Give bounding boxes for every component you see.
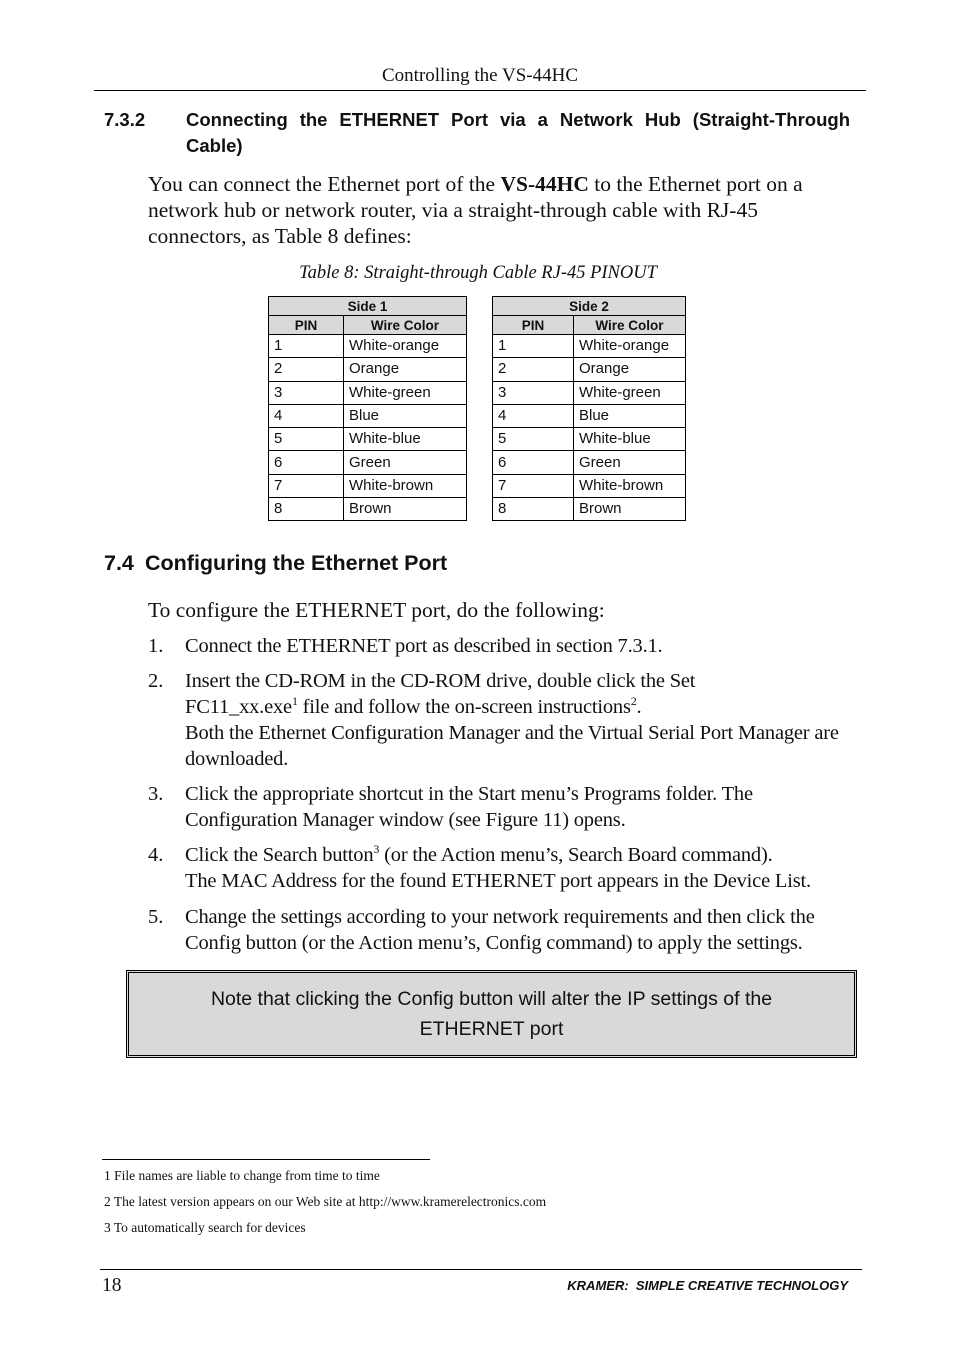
- step-line: [185, 694, 855, 720]
- note-box: [126, 970, 857, 1058]
- pin-cell: 2: [493, 358, 574, 381]
- pin-cell: 8: [269, 498, 344, 521]
- pin-cell: 4: [493, 404, 574, 427]
- color-cell: Orange: [344, 358, 467, 381]
- color-cell: White-orange: [574, 335, 686, 358]
- color-cell: Blue: [344, 404, 467, 427]
- table-row: [493, 451, 686, 474]
- color-cell: White-green: [344, 381, 467, 404]
- step-fragment: .: [636, 696, 642, 718]
- table-caption: Table 8: Straight-through Cable RJ-45 PINOUT: [299, 263, 657, 283]
- table-row: [269, 335, 467, 358]
- pin-cell: 3: [269, 381, 344, 404]
- intro-text-after: to the Ethernet port on a network hub or network router, via a straight-through cable with RJ-45 connectors, as Table 8 defines:: [148, 172, 803, 248]
- pin-cell: 6: [493, 451, 574, 474]
- column-header-pin: PIN: [269, 316, 344, 335]
- intro-text-before: You can connect the Ethernet port of the: [148, 172, 501, 196]
- table-title: Side 1: [269, 297, 467, 316]
- section-number: 7.3.2: [104, 109, 146, 130]
- running-header: Controlling the VS-44HC: [382, 65, 578, 86]
- section-number: 7.4: [104, 551, 134, 575]
- step-text: Click the appropriate shortcut in the Start menu’s Programs folder. The Configuration Manager window (see Figure 11) opens.: [185, 783, 753, 831]
- step-text: [185, 842, 855, 894]
- table-row: [493, 498, 686, 521]
- pin-cell: 5: [493, 428, 574, 451]
- table-row: [269, 381, 467, 404]
- pin-cell: 1: [269, 335, 344, 358]
- pinout-table-side1: [268, 296, 467, 521]
- pinout-table-side2: [492, 296, 686, 521]
- table-title: Side 2: [493, 297, 686, 316]
- footnote-ref: 1: [291, 694, 298, 709]
- footnote: 2 The latest version appears on our Web site at http://www.kramerelectronics.com: [104, 1194, 547, 1209]
- table-row: [269, 404, 467, 427]
- pin-cell: 6: [269, 451, 344, 474]
- step-line: The MAC Address for the found ETHERNET port appears in the Device List.: [185, 870, 811, 892]
- pin-cell: 8: [493, 498, 574, 521]
- table-row: [269, 428, 467, 451]
- color-cell: Blue: [574, 404, 686, 427]
- step-line: Both the Ethernet Configuration Manager and the Virtual Serial Port Manager are downloaded.: [185, 722, 839, 770]
- footnote: 3 To automatically search for devices: [104, 1220, 306, 1235]
- file-name: FC11_xx.exe: [185, 696, 292, 718]
- step-text: Connect the ETHERNET port as described in section 7.3.1.: [185, 635, 663, 657]
- page-number: 18: [102, 1275, 122, 1296]
- color-cell: White-blue: [574, 428, 686, 451]
- footnote-rule: [102, 1159, 430, 1160]
- table-row: [269, 474, 467, 497]
- color-cell: Green: [344, 451, 467, 474]
- step-number: 5.: [148, 906, 164, 928]
- step-number: 2.: [148, 670, 164, 692]
- header-rule: [94, 90, 866, 91]
- column-header-wire-color: Wire Color: [344, 316, 467, 335]
- footnote-ref: 3: [373, 842, 380, 857]
- color-cell: White-brown: [344, 474, 467, 497]
- step-line: [185, 842, 855, 868]
- steps-intro: To configure the ETHERNET port, do the following:: [148, 598, 605, 622]
- color-cell: Brown: [574, 498, 686, 521]
- table-row: [493, 404, 686, 427]
- step-fragment: Click the Search button: [185, 844, 374, 866]
- color-cell: White-brown: [574, 474, 686, 497]
- pin-cell: 4: [269, 404, 344, 427]
- table-row: [493, 381, 686, 404]
- product-name: VS-44HC: [500, 172, 589, 196]
- column-header-pin: PIN: [493, 316, 574, 335]
- pin-cell: 5: [269, 428, 344, 451]
- column-header-wire-color: Wire Color: [574, 316, 686, 335]
- step-fragment: file and follow the on-screen instructions: [297, 696, 631, 718]
- table-row: [493, 358, 686, 381]
- section-heading: Connecting the ETHERNET Port via a Network Hub (Straight-Through Cable): [186, 109, 850, 156]
- table-row: [269, 451, 467, 474]
- color-cell: White-green: [574, 381, 686, 404]
- pin-cell: 7: [493, 474, 574, 497]
- footer-rule: [100, 1269, 862, 1270]
- color-cell: White-blue: [344, 428, 467, 451]
- table-row: [493, 474, 686, 497]
- pin-cell: 2: [269, 358, 344, 381]
- step-fragment: (or the Action menu’s, Search Board command).: [379, 844, 773, 866]
- footer-brand: KRAMER: SIMPLE CREATIVE TECHNOLOGY: [567, 1278, 848, 1293]
- pin-cell: 7: [269, 474, 344, 497]
- pin-cell: 1: [493, 335, 574, 358]
- color-cell: White-orange: [344, 335, 467, 358]
- step-text: [185, 668, 855, 772]
- color-cell: Green: [574, 451, 686, 474]
- table-row: [269, 358, 467, 381]
- table-row: [269, 498, 467, 521]
- step-number: 4.: [148, 844, 164, 866]
- step-text: Change the settings according to your network requirements and then click the Config button (or the Action menu’s, Config command) to apply the settings.: [185, 906, 815, 954]
- footnote-ref: 2: [630, 694, 637, 709]
- table-row: [493, 335, 686, 358]
- pin-cell: 3: [493, 381, 574, 404]
- table-row: [493, 428, 686, 451]
- step-number: 1.: [148, 635, 164, 657]
- color-cell: Orange: [574, 358, 686, 381]
- color-cell: Brown: [344, 498, 467, 521]
- step-line: Insert the CD-ROM in the CD-ROM drive, double click the Set: [185, 670, 696, 692]
- footnote: 1 File names are liable to change from time to time: [104, 1168, 380, 1183]
- section-heading: Configuring the Ethernet Port: [145, 551, 448, 575]
- step-number: 3.: [148, 783, 164, 805]
- intro-paragraph: [148, 171, 860, 249]
- note-text: Note that clicking the Config button will alter the IP settings of the ETHERNET port: [210, 988, 773, 1040]
